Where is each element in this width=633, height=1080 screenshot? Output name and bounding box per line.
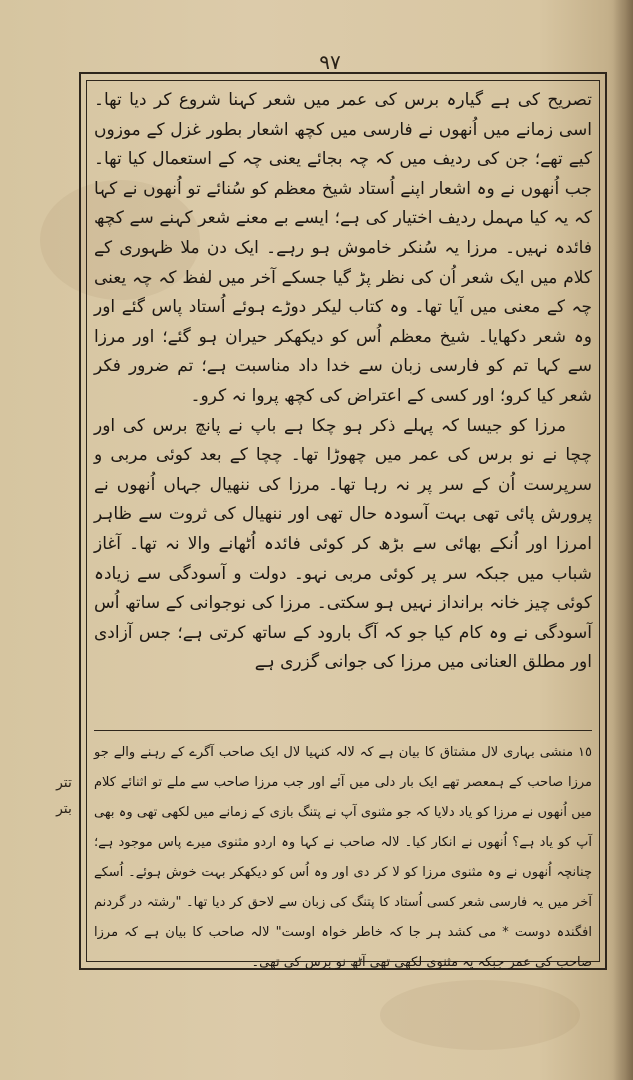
body-paragraph-2: مرزا کو جیسا کہ پہلے ذکر ہو چکا ہے باپ نے پانچ برس کی اور چچا نے نو برس کی عمر میں چھوڑا تھا۔ چچا کے بعد کوئی مربی و سرپرست اُن کے سر پر نہ رہا تھا۔ مرزا کی ننھیال جہاں اُنھوں نے پرورش پائی تھی بہت آسودہ حال تھی اور ننھیال کی ثروت سے ظاہر امرزا اور اُنکے بھائی سے بڑھ کر کوئی فائدہ اُٹھانے والا نہ تھا۔ آغاز شباب میں جبکہ سر پر کوئی مربی نہو۔ دولت و آسودگی سے زیادہ کوئی چیز خانہ برانداز نہیں ہو سکتی۔ مرزا کی نوجوانی کے ساتھ اُس آسودگی نے وہ کام کیا جو کہ آگ بارود کے ساتھ کرتی ہے؛ جس آزادی اور مطلق العنانی میں مرزا کی جوانی گزری ہے: [94, 415, 592, 673]
handwritten-margin-note: تتر بتر: [56, 775, 72, 817]
footnote-text: ١٥ منشی بہاری لال مشتاق کا بیان ہے کہ لالہ کنہیا لال ایک صاحب آگرے کے رہنے والے جو مرزا صاحب کے ہمعصر تھے ایک بار دلی میں آئے اور جب مرزا صاحب سے ملے تو اثنائے کلام میں اُنھوں نے مرزا کو یاد دلایا کہ جو مثنوی آپ نے پتنگ بازی کے زمانے میں لکھی تھی وہ بھی آپ کو یاد ہے؟ اُنھوں نے انکار کیا۔ لالہ صاحب نے کہا وہ اردو مثنوی میرے پاس موجود ہے؛ چنانچہ اُنھوں نے وہ مثنوی مرزا کو لا کر دی اور وہ اُس کو دیکھکر بہت خوش ہوئے۔ اُسکے آخر میں یہ فارسی شعر کسی اُستاد کا پتنگ کی زبان سے لاحق کر دیا تھا۔ "رشتہ در گردنم افگندہ دوست * می کشد ہر جا کہ خاطر خواہ اوست" لالہ صاحب کا بیان ہے کہ مرزا صاحب کی عمر جبکہ یہ مثنوی لکھی تھی آٹھ نو برس کی تھی۔: [94, 745, 592, 970]
main-body-text: [94, 86, 592, 726]
page-number: ۹۷: [319, 50, 341, 74]
footnote: [94, 738, 592, 970]
book-binding-edge: [613, 0, 633, 1080]
body-paragraph-1: تصریح کی ہے گیارہ برس کی عمر میں شعر کہنا شروع کر دیا تھا۔ اسی زمانے میں اُنھوں نے فارسی میں کچھ اشعار بطور غزل کے موزوں کیے تھے؛ جن کی ردیف میں کہ چہ بجائے یعنی چہ کے استعمال کیا تھا۔ جب اُنھوں نے وہ اشعار اپنے اُستاد شیخ معظم کو سُنائے تو اُنھوں نے کہا کہ یہ کیا مہمل ردیف اختیار کی ہے؛ ایسے بے معنے شعر کہنے سے کچھ فائدہ نہیں۔ مرزا یہ سُنکر خاموش ہو رہے۔ ایک دن ملا ظہوری کے کلام میں ایک شعر اُن کی نظر پڑ گیا جسکے آخر میں لفظ کہ چہ یعنی چہ کے معنی میں آیا تھا۔ وہ کتاب لیکر دوڑے ہوئے اُستاد پاس گئے اور وہ شعر دکھایا۔ شیخ معظم اُس کو دیکھکر حیران ہو گئے؛ اور مرزا سے کہا تم کو فارسی زبان سے خدا داد مناسبت ہے؛ تم ضرور فکر شعر کیا کرو؛ اور کسی کے اعتراض کی کچھ پروا نہ کرو۔: [94, 90, 592, 406]
paper-stain: [380, 980, 580, 1050]
footnote-divider: [94, 730, 592, 731]
